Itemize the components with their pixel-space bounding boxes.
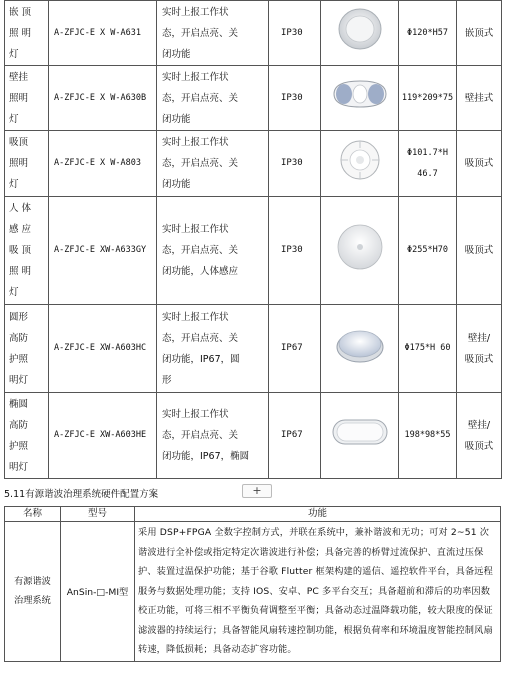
fixture-image-cell [321,197,399,305]
column-header-name: 名称 [5,507,61,522]
table-header-row [5,507,501,522]
round-protective-lamp-icon [334,325,386,365]
fixture-name: 嵌 顶 照 明 灯 [5,1,49,66]
config-table [4,506,501,662]
fixture-description: 实时上报工作状 态，开启点亮、关 闭功能，IP67，圆 形 [157,305,269,393]
table-row [5,522,501,662]
fixture-mounting: 壁挂/ 吸顶式 [457,305,502,393]
fixture-description: 实时上报工作状 态，开启点亮、关 闭功能 [157,66,269,131]
fixture-name: 壁挂 照明 灯 [5,66,49,131]
table-row [5,393,502,479]
fixture-dimensions: Φ255*H70 [399,197,457,305]
fixture-image-cell [321,66,399,131]
fixture-mounting: 壁挂式 [457,66,502,131]
fixture-description: 实时上报工作状 态，开启点亮、关 闭功能 [157,1,269,66]
fixture-dimensions: Φ101.7*H 46.7 [399,131,457,197]
fixture-dimensions: 198*98*55 [399,393,457,479]
fixture-table [4,0,502,479]
fixture-mounting: 壁挂/ 吸顶式 [457,393,502,479]
fixture-model: A-ZFJC-E X W-A803 [49,131,157,197]
system-name: 有源谐波 治理系统 [5,522,61,662]
section-title: 5.11有源谐波治理系统硬件配置方案 [4,489,159,500]
table-row [5,131,502,197]
fixture-model: A-ZFJC-E X W-A630B [49,66,157,131]
fixture-description: 实时上报工作状 态，开启点亮、关 闭功能，人体感应 [157,197,269,305]
table-row [5,1,502,66]
fixture-image-cell [321,393,399,479]
fixture-dimensions: 119*209*75 [399,66,457,131]
fixture-ip-rating: IP67 [269,305,321,393]
table-row [5,197,502,305]
system-function: 采用 DSP+FPGA 全数字控制方式，并联在系统中，兼补谐波和无功；可对 2~51 次谐波进行全补偿或指定特定次谐波进行补偿；具备完善的桥臂过流保护、直流过压保护、装置过温保护功能；基于谷歌 Flutter 框架构建的遥信、遥控软件平台，具备远程服务与数据处理功能；支持 IOS、安卓、PC 多平台交互；具备超前和滞后的功率因数校正功能，可将三相不平衡负荷调整至平衡；具备动态过温降载功能，较大限度的保证滤波器的持续运行；具备智能风扇转速控制功能，根据负荷率和环境温度智能控制风扇转速，降低损耗；具备动态扩容功能。 [135,522,501,662]
round-downlight-icon [335,7,385,51]
fixture-model: A-ZFJC-E XW-A633GY [49,197,157,305]
fixture-image-cell [321,1,399,66]
fixture-name: 椭圆 高防 护照 明灯 [5,393,49,479]
oval-protective-lamp-icon [330,416,390,448]
system-model: AnSin-□-MI型 [61,522,135,662]
fixture-ip-rating: IP30 [269,66,321,131]
fixture-image-cell [321,305,399,393]
fixture-description: 实时上报工作状 态，开启点亮、关 闭功能 [157,131,269,197]
fixture-mounting: 嵌顶式 [457,1,502,66]
add-row-button[interactable]: + [242,484,272,498]
table-row [5,305,502,393]
table-row [5,66,502,131]
fixture-ip-rating: IP67 [269,393,321,479]
fixture-name: 吸顶 照明 灯 [5,131,49,197]
fixture-model: A-ZFJC-E XW-A603HC [49,305,157,393]
fixture-model: A-ZFJC-E XW-A603HE [49,393,157,479]
ceiling-lamp-icon [338,138,382,182]
fixture-name: 人 体 感 应 吸 顶 照 明 灯 [5,197,49,305]
fixture-description: 实时上报工作状 态，开启点亮、关 闭功能，IP67，椭圆 [157,393,269,479]
fixture-ip-rating: IP30 [269,131,321,197]
sensor-ceiling-lamp-icon [335,222,385,272]
fixture-dimensions: Φ175*H 60 [399,305,457,393]
fixture-ip-rating: IP30 [269,197,321,305]
column-header-function: 功能 [135,507,501,522]
fixture-mounting: 吸顶式 [457,131,502,197]
fixture-image-cell [321,131,399,197]
fixture-mounting: 吸顶式 [457,197,502,305]
fixture-dimensions: Φ120*H57 [399,1,457,66]
wall-lamp-icon [330,77,390,111]
fixture-name: 圆形 高防 护照 明灯 [5,305,49,393]
fixture-ip-rating: IP30 [269,1,321,66]
column-header-model: 型号 [61,507,135,522]
fixture-model: A-ZFJC-E X W-A631 [49,1,157,66]
